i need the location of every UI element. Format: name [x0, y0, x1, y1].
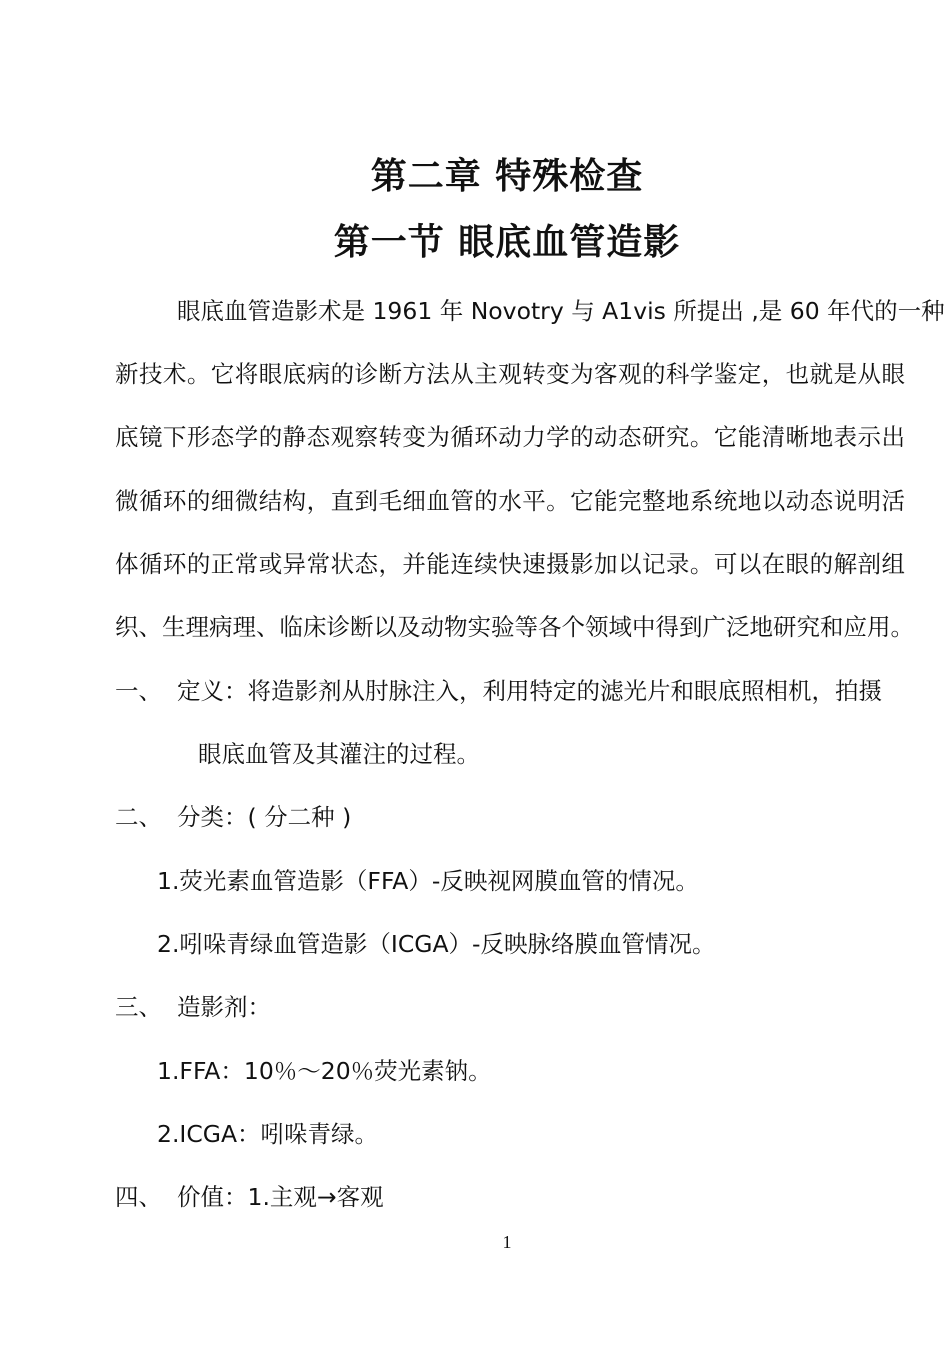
page-number: 1: [502, 1232, 512, 1252]
contrast-agent-2: 2.ICGA：吲哚青绿。: [157, 1120, 379, 1148]
intro-line-4: 微循环的细微结构，直到毛细血管的水平。它能完整地系统地以动态说明活: [115, 487, 905, 515]
intro-line-6: 织、生理病理、临床诊断以及动物实验等各个领域中得到广泛地研究和应用。: [115, 613, 914, 641]
item-number-1: 一、: [115, 677, 162, 705]
classification-item-2: 2.吲哚青绿血管造影（ICGA）-反映脉络膜血管情况。: [157, 930, 716, 958]
item-text-3: 造影剂：: [177, 993, 271, 1021]
contrast-agent-1: 1.FFA：10％～20％荧光素钠。: [157, 1057, 492, 1085]
item-text-1: 定义：将造影剂从肘脉注入，利用特定的滤光片和眼底照相机，拍摄: [177, 677, 882, 705]
item-number-4: 四、: [115, 1183, 162, 1211]
section-title: 第一节 眼底血管造影: [333, 222, 681, 263]
item-text-4: 价值：1.主观→客观: [177, 1183, 384, 1211]
intro-line-1: 眼底血管造影术是 1961 年 Novotry 与 A1vis 所提出 ,是 60 年代的一种: [177, 297, 945, 325]
intro-line-3: 底镜下形态学的静态观察转变为循环动力学的动态研究。它能清晰地表示出: [115, 423, 905, 451]
intro-line-5: 体循环的正常或异常状态，并能连续快速摄影加以记录。可以在眼的解剖组: [115, 550, 905, 578]
item-text-2: 分类：( 分二种 ): [177, 803, 352, 831]
item-number-2: 二、: [115, 803, 162, 831]
classification-item-1: 1.荧光素血管造影（FFA）-反映视网膜血管的情况。: [157, 867, 699, 895]
chapter-title: 第二章 特殊检查: [370, 156, 644, 197]
item-text-1-cont: 眼底血管及其灌注的过程。: [198, 740, 480, 768]
item-number-3: 三、: [115, 993, 162, 1021]
intro-line-2: 新技术。它将眼底病的诊断方法从主观转变为客观的科学鉴定，也就是从眼: [115, 360, 905, 388]
